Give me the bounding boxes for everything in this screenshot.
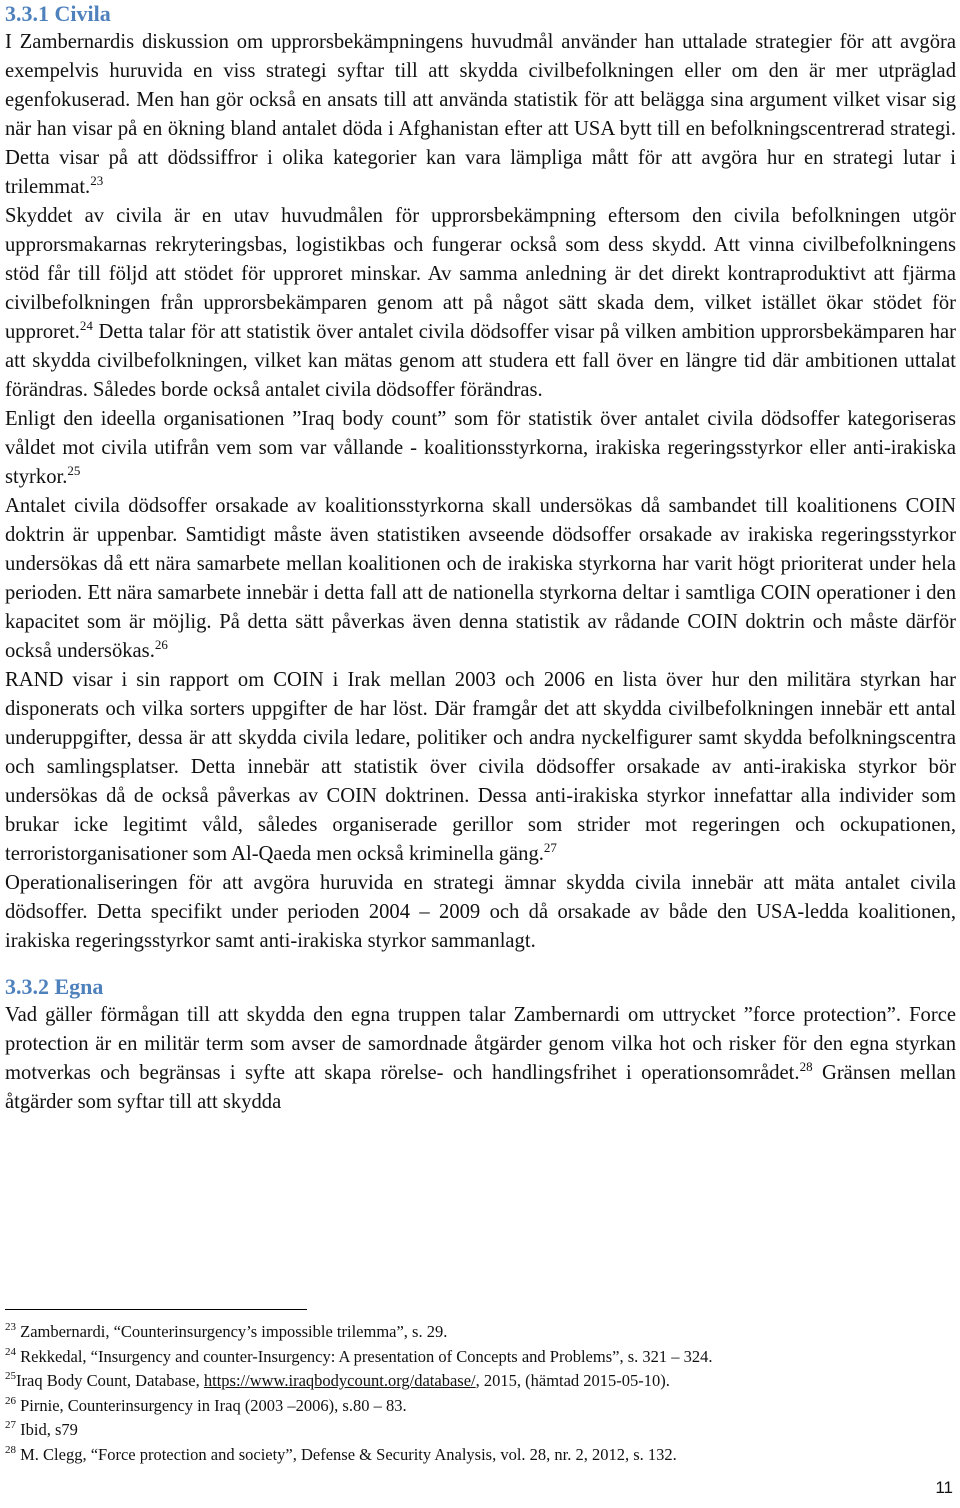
paragraph [5,666,956,869]
footnote-ref[interactable]: 28 [799,1059,813,1074]
paragraph-text: RAND visar i sin rapport om COIN i Irak mellan 2003 och 2006 en lista över hur den militära styrkan har disponerats och vilka sorters uppgifter de har löst. Där framgår det att skydda civilbefolkningen innebär ett antal underuppgifter, dessa är att skydda civila ledare, politiker och andra nyckelfigurer samt skydda befolkningscentra och samlingsplatser. Detta innebär att statistik över civila dödsoffer orsakade av anti-irakiska styrkor bör undersökas då de också påverkas av COIN doktrinen. Dessa anti-irakiska styrkor innefattar alla individer som brukar icke legitimt våld, således organiserade gerillor som strider mot regeringen och ockupationen, terroristorganisationer som Al-Qaeda men också kriminella gäng. [5,669,956,865]
footnote-ref[interactable]: 26 [154,637,168,652]
footnote [5,1369,956,1394]
paragraph-text: Enligt den ideella organisationen ”Iraq body count” som för statistik över antalet civila dödsoffer kategoriseras våldet mot civila utifrån vem som var vållande - koalitionsstyrkorna, irakiska regeringsstyrkor eller anti-irakiska styrkor. [5,408,956,488]
footnote [5,1418,956,1443]
section-heading-egna: 3.3.2 Egna [5,974,104,999]
footnote [5,1320,956,1345]
paragraph [5,28,956,202]
footnote-ref[interactable]: 27 [543,840,557,855]
paragraph [5,405,956,492]
footnote-ref[interactable]: 23 [90,173,104,188]
footnote-text: Rekkedal, “Insurgency and counter-Insurgency: A presentation of Concepts and Problems”, s. 321 – 324. [16,1346,713,1366]
paragraph-text: Gränsen mellan åtgärder som syftar till att skydda [5,1062,956,1113]
page-number: 11 [935,1478,953,1497]
page-body [5,0,956,1117]
footnote-number: 24 [5,1345,16,1358]
footnote-text: Iraq Body Count, Database, [16,1371,204,1390]
paragraph [5,202,956,405]
section-spacer [5,956,956,973]
footnote [5,1394,956,1419]
footnote-text: Pirnie, Counterinsurgency in Iraq (2003 –2006), s.80 – 83. [16,1395,407,1415]
paragraph [5,1001,956,1117]
footnote-number: 25 [5,1370,16,1382]
footnote-link[interactable]: https://www.iraqbodycount.org/database/ [203,1371,476,1390]
footnote-separator [5,1309,307,1310]
footnote-number: 27 [5,1419,16,1431]
paragraph-text: Vad gäller förmågan till att skydda den egna truppen talar Zambernardi om uttrycket ”force protection”. Force protection är en militär term som avser de samordnade åtgärder genom vilka hot och risker för den egna styrkan motverkas och begränsas i syfte att skapa rörelse- och handlingsfrihet i operationsområdet. [5,1004,956,1084]
footnote-ref[interactable]: 25 [67,463,81,478]
section-heading-civila: 3.3.1 Civila [5,1,111,26]
footnote-text: Ibid, s79 [16,1420,78,1439]
footnotes [5,1320,956,1467]
paragraph [5,869,956,956]
footnote-text: M. Clegg, “Force protection and society”, Defense & Security Analysis, vol. 28, nr. 2, 2012, s. 132. [16,1444,677,1464]
paragraph-text: Antalet civila dödsoffer orsakade av koalitionsstyrkorna skall undersökas då sambandet till koalitionens COIN doktrin är uppenbar. Samtidigt måste även statistiken avseende dödsoffer orsakade av irakiska regeringsstyrkor undersökas då ett nära samarbete mellan koalitionen och de irakiska styrkorna har varit högt prioriterat under hela perioden. Ett nära samarbete innebär i detta fall att de nationella styrkorna deltar i samtliga COIN operationer i den kapacitet som är möjlig. På detta sätt påverkas även denna statistik av rådande COIN doktrin och måste därför också undersökas. [5,495,956,662]
footnote-number: 28 [5,1443,16,1456]
paragraph-text: Operationaliseringen för att avgöra huruvida en strategi ämnar skydda civila innebär att mäta antalet civila dödsoffer. Detta specifikt under perioden 2004 – 2009 och då orsakade av både den USA-ledda koalitionen, irakiska regeringsstyrkor samt anti-irakiska styrkor sammanlagt. [5,872,956,952]
footnote [5,1345,956,1370]
paragraph-text: I Zambernardis diskussion om upprorsbekämpningens huvudmål använder han uttalade strategier för att avgöra exempelvis huruvida en viss strategi syftar till att skydda civilbefolkningen eller om den är mer utpräglad egenfokuserad. Men han gör också en ansats till att använda statistik för att belägga sina argument vilket visar sig när han visar på en ökning bland antalet döda i Afghanistan efter att USA bytt till en befolkningscentrerad strategi. Detta visar på att dödssiffror i olika kategorier kan vara lämpliga mått för att avgöra hur en strategi lutar i trilemmat. [5,31,956,198]
paragraph [5,492,956,666]
footnote-text: , 2015, (hämtad 2015-05-10). [475,1371,670,1390]
paragraph-text: Detta talar för att statistik över antalet civila dödsoffer visar på vilken ambition upprorsbekämparen har att skydda civilbefolkningen, vilket kan mätas genom att studera ett fall över en längre tid där ambitionen uttalat förändras. Således borde också antalet civila dödsoffer förändras. [5,321,956,401]
footnote-number: 26 [5,1394,16,1407]
footnote-text: Zambernardi, “Counterinsurgency’s impossible trilemma”, s. 29. [16,1322,448,1341]
footnote [5,1443,956,1468]
footnote-ref[interactable]: 24 [79,318,93,333]
paragraph-text: Skyddet av civila är en utav huvudmålen för upprorsbekämpning eftersom den civila befolkningen utgör upprorsmakarnas rekryteringsbas, logistikbas och fungerar också som dess skydd. Att vinna civilbefolkningens stöd får till följd att stödet för upproret minskar. Av samma anledning är det direkt kontraproduktivt att fjärma civilbefolkningen från upprorsbekämparen genom att på något sätt skada dem, vilket istället ökar stödet för upproret. [5,205,956,343]
footnote-number: 23 [5,1321,16,1333]
